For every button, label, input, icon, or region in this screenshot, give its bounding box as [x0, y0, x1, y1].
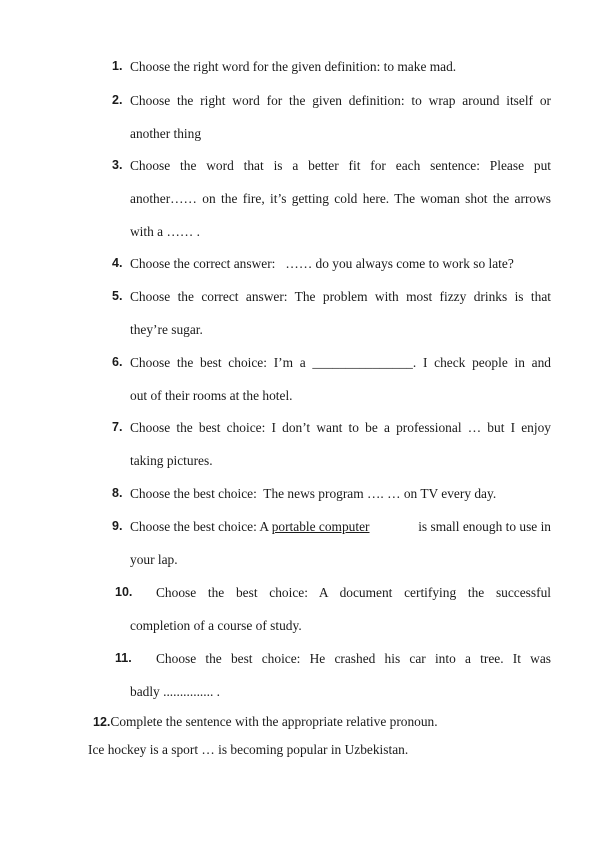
question-text: another…… on the fire, it’s getting cold here. The woman shot the arrows [130, 191, 551, 206]
final-sentence: Ice hockey is a sport … is becoming popular in Uzbekistan. [88, 742, 409, 757]
question-number: 8. [112, 486, 123, 500]
question-text: another thing [130, 126, 202, 141]
question-text: Choose the best choice: I’m a _______________. I check people in and [130, 355, 551, 370]
question-number: 11. [115, 651, 132, 665]
question-text: badly ............... . [130, 684, 221, 699]
question-number: 4. [112, 256, 123, 270]
question-text: Choose the best choice: The news program …. … on TV every day. [130, 486, 497, 501]
question-number: 5. [112, 289, 123, 303]
question-number: 1. [112, 59, 123, 73]
question-text: Choose the best choice: I don’t want to be a professional … but I enjoy [130, 420, 551, 435]
question-text: Choose the correct answer: …… do you always come to work so late? [130, 256, 514, 271]
question-2 [130, 84, 551, 150]
question-4 [130, 247, 551, 280]
question-1 [130, 50, 551, 83]
question-number: 2. [112, 93, 123, 107]
question-text: Choose the best choice: A document certifying the successful [156, 585, 551, 600]
question-text-end: is small enough to use in [411, 519, 551, 534]
question-text: Choose the correct answer: The problem with most fizzy drinks is that [130, 289, 551, 304]
question-text: Choose the right word for the given definition: to make mad. [130, 59, 457, 74]
question-text: completion of a course of study. [130, 618, 302, 633]
question-text: Choose the right word for the given definition: to wrap around itself or [130, 93, 551, 108]
question-text: Choose the best choice: He crashed his car into a tree. It was [156, 651, 551, 666]
question-9 [130, 510, 551, 576]
question-text: Complete the sentence with the appropriate relative pronoun. [110, 714, 438, 729]
question-3 [130, 149, 551, 248]
question-number: 6. [112, 355, 123, 369]
question-10 [156, 576, 551, 609]
question-number: 7. [112, 420, 123, 434]
question-text: out of their rooms at the hotel. [130, 388, 293, 403]
question-8 [130, 477, 551, 510]
question-12 [93, 712, 438, 732]
question-text: taking pictures. [130, 453, 213, 468]
question-10-continued [130, 609, 551, 642]
question-number: 10. [115, 585, 133, 599]
question-number: 9. [112, 519, 123, 533]
question-11-continued [130, 675, 551, 708]
question-11 [156, 642, 551, 675]
underlined-term: portable computer [271, 519, 370, 534]
question-6 [130, 346, 551, 412]
question-text: Choose the best choice: A portable computer [130, 519, 370, 534]
question-number: 12. [93, 715, 111, 729]
question-7 [130, 411, 551, 477]
question-text: Choose the word that is a better fit for each sentence: Please put [130, 158, 551, 173]
question-5 [130, 280, 551, 346]
question-text: they’re sugar. [130, 322, 203, 337]
question-number: 3. [112, 158, 123, 172]
question-text: with a …… . [130, 224, 200, 239]
question-text: your lap. [130, 552, 178, 567]
